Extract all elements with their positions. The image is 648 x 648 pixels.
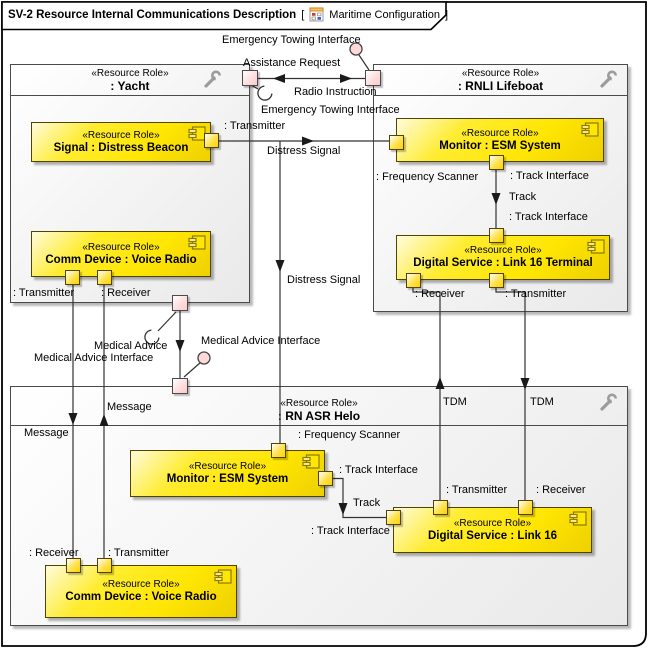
port-helo-medical-advice[interactable] [172,378,188,394]
rnli-stereotype: «Resource Role» [461,68,540,79]
label-helo-receiver[interactable]: : Receiver [536,484,586,496]
socket-interface-icon[interactable] [258,86,272,100]
block-stereotype: «Resource Role» [82,129,160,141]
arrow-tdm-down [521,378,530,390]
block-name: Digital Service : Link 16 Terminal [413,257,593,269]
label-distress-signal-h[interactable]: Distress Signal [267,145,341,157]
label-radio-instruction[interactable]: Radio Instruction [294,86,377,98]
port-rnli-link16-transmitter[interactable] [489,273,504,288]
label-rnli-receiver[interactable]: : Receiver [415,288,465,300]
arrow-tdm-up [436,377,445,389]
label-tdm-left[interactable]: TDM [443,396,467,408]
label-helo-track[interactable]: Track [353,497,381,509]
port-yacht-medical-advice[interactable] [172,295,188,311]
block-name: Digital Service : Link 16 [427,529,558,542]
label-message-left[interactable]: Message [24,427,69,439]
label-medical-advice-interface-left[interactable]: Medical Advice Interface [34,352,154,364]
diagram-title: SV-2 Resource Internal Communications Description [8,8,297,21]
port-helo-link16-receiver[interactable] [518,500,533,515]
connector-tdm-right[interactable] [496,288,525,501]
frame-border [2,2,646,646]
block-name: Comm Device : Voice Radio [65,591,217,603]
arrow-medical-advice [176,340,185,352]
diagram-title-bar [8,7,448,22]
port-yacht-radio-transmitter[interactable] [65,270,80,285]
block-name: Signal : Distress Beacon [53,141,189,154]
port-helo-radio-receiver[interactable] [66,558,81,573]
block-stereotype: «Resource Role» [464,245,542,256]
arrow-message-down [69,413,78,425]
label-yacht-receiver[interactable]: : Receiver [101,287,151,299]
arrow-distress-signal-down [276,260,285,272]
block-stereotype: «Resource Role» [188,461,267,472]
port-rnli-link16-receiver[interactable] [406,273,421,288]
port-helo-link16-transmitter[interactable] [433,500,448,515]
block-stereotype: «Resource Role» [461,127,539,139]
arrow-radio-instruction [340,74,352,83]
bracket-close: ] [444,8,448,21]
label-rnli-track-interface-top[interactable]: : Track Interface [510,170,589,182]
label-medical-advice[interactable]: Medical Advice [94,340,168,352]
label-helo-transmitter[interactable]: : Transmitter [446,484,508,496]
arrow-track-rnli [492,193,501,205]
label-emergency-towing-interface-top[interactable]: Emergency Towing Interface [222,34,361,46]
label-medical-advice-interface-right[interactable]: Medical Advice Interface [201,335,321,347]
diagram-config-name: Maritime Configuration [329,8,440,21]
yacht-name: : Yacht [110,79,150,93]
helo-name: : RN ASR Helo [277,409,361,423]
label-rnli-track-interface-bottom[interactable]: : Track Interface [509,211,588,223]
diagram-icon [309,7,324,22]
label-rnli-transmitter[interactable]: : Transmitter [505,288,567,300]
arrow-message-up [100,414,109,426]
label-emergency-towing-interface-mid[interactable]: Emergency Towing Interface [261,104,400,116]
port-helo-link16-track-interface[interactable] [386,510,401,525]
ball-interface-icon[interactable] [198,352,210,364]
connector-medical-socket-stem[interactable] [158,312,176,331]
arrow-track-helo [339,503,348,515]
label-assistance-request[interactable]: Assistance Request [243,57,341,69]
port-rnli-esm-track-interface[interactable] [489,155,504,170]
label-helo-track-interface-left[interactable]: : Track Interface [311,525,390,537]
label-rnli-frequency-scanner[interactable]: : Frequency Scanner [376,171,479,183]
label-yacht-transmitter[interactable]: : Transmitter [13,287,75,299]
connector-eti-ball-stem[interactable] [359,55,369,70]
port-helo-esm-track-interface[interactable] [318,471,333,486]
block-name: Monitor : ESM System [166,473,289,485]
connector-medical-ball-stem[interactable] [184,362,201,377]
port-rnli-esm-frequency-scanner[interactable] [389,135,404,150]
port-helo-radio-transmitter[interactable] [97,558,112,573]
block-stereotype: «Resource Role» [102,579,180,590]
block-stereotype: «Resource Role» [82,241,160,253]
port-helo-esm-frequency-scanner[interactable] [271,443,286,458]
label-message-top[interactable]: Message [107,401,152,413]
bracket-open: [ [301,8,305,21]
block-name: Comm Device : Voice Radio [45,253,197,266]
helo-stereotype: «Resource Role» [280,398,358,409]
label-helo-frequency-scanner[interactable]: : Frequency Scanner [298,429,401,441]
port-yacht-emergency-towing[interactable] [242,70,258,86]
label-tdm-right[interactable]: TDM [530,396,554,408]
port-yacht-radio-receiver[interactable] [97,270,112,285]
port-rnli-emergency-towing[interactable] [365,70,381,86]
port-rnli-link16-track-interface[interactable] [489,228,504,243]
port-beacon-transmitter[interactable] [204,133,219,148]
arrow-assistance-request [273,74,285,83]
label-distress-signal-v[interactable]: Distress Signal [287,274,361,286]
yacht-stereotype: «Resource Role» [91,68,169,79]
label-beacon-transmitter[interactable]: : Transmitter [224,120,286,132]
label-helo-radio-transmitter[interactable]: : Transmitter [108,547,170,559]
label-helo-track-interface-top[interactable]: : Track Interface [339,464,418,476]
label-rnli-track[interactable]: Track [509,191,537,203]
label-helo-radio-receiver[interactable]: : Receiver [29,547,79,559]
block-name: Monitor : ESM System [439,139,561,152]
block-stereotype: «Resource Role» [453,517,532,529]
rnli-name: : RNLI Lifeboat [457,79,544,93]
